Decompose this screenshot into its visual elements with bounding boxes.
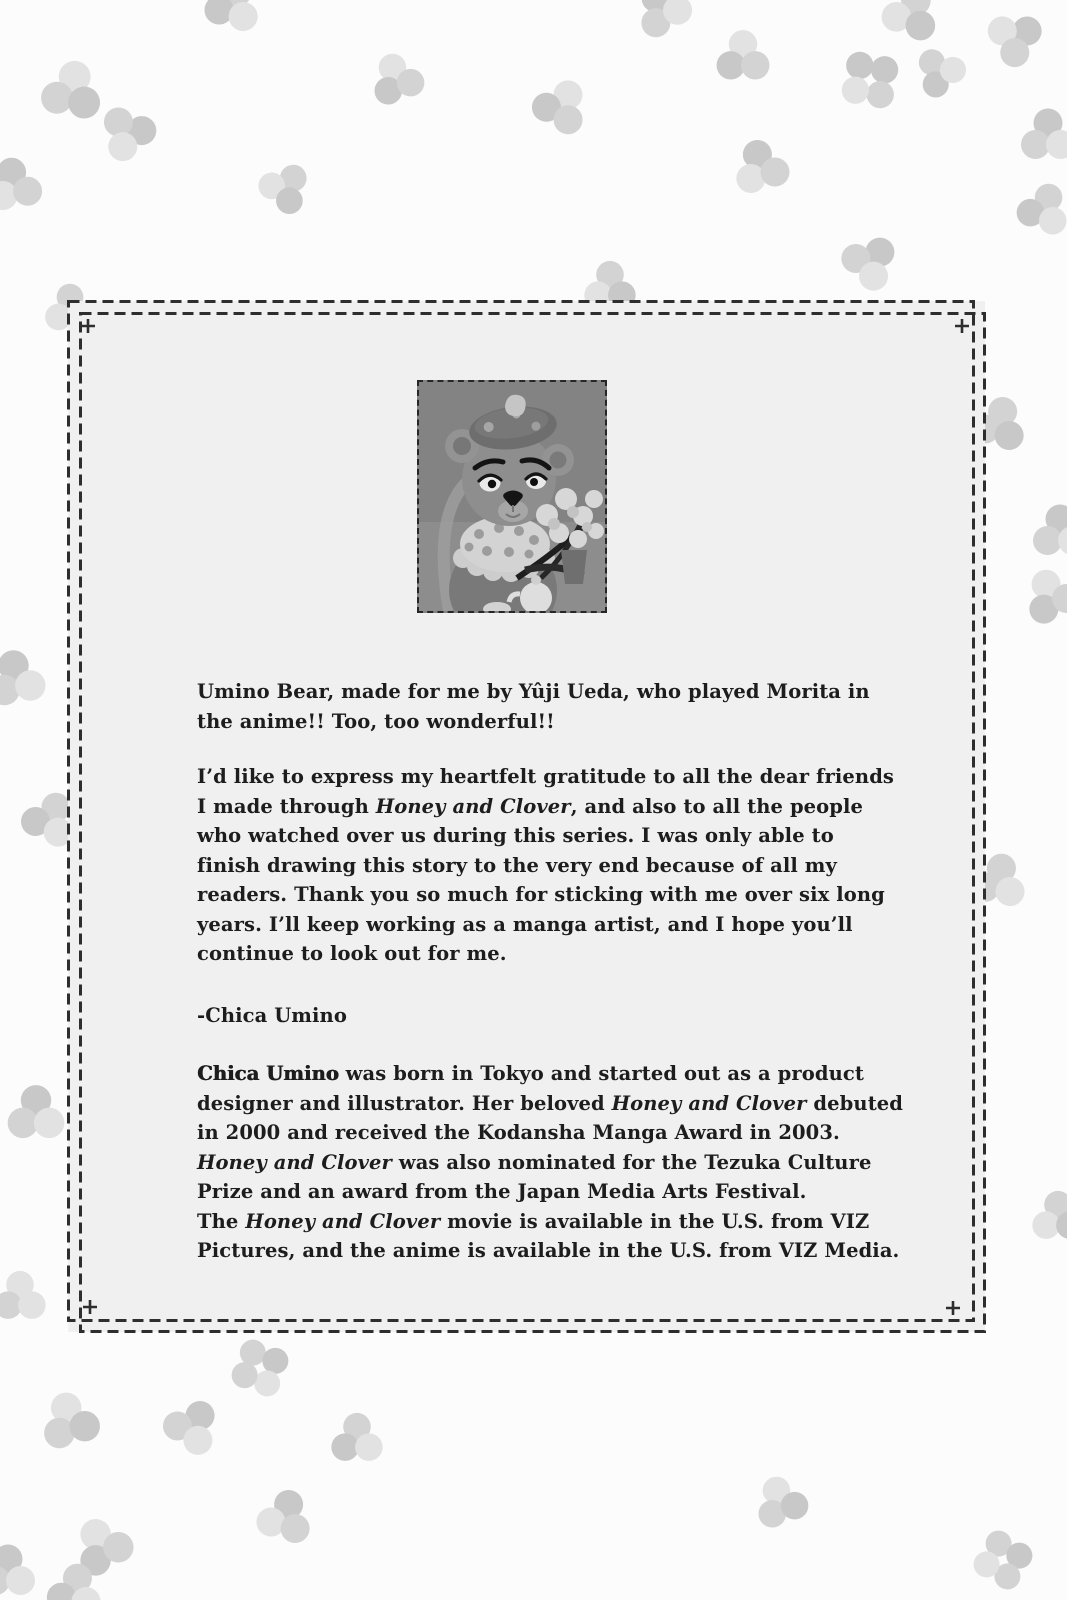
text-line: finish drawing this story to the very end because of all my bbox=[197, 853, 837, 877]
text-line: in 2000 and received the Kodansha Manga Award in 2003. bbox=[197, 1121, 840, 1144]
clover-icon bbox=[35, 1386, 103, 1452]
clover-icon bbox=[8, 1085, 65, 1138]
text-line: readers. Thank you so much for sticking with me over six long bbox=[197, 883, 885, 906]
text-line: continue to look out for me. bbox=[197, 942, 507, 965]
text-line: Umino Bear, made for me by Yûji Ueda, who played Morita in bbox=[197, 680, 870, 703]
text-line: years. I’ll keep working as a manga artist, and I hope you’ll bbox=[197, 912, 853, 936]
clover-icon bbox=[331, 1413, 382, 1461]
clover-icon bbox=[905, 37, 971, 103]
text-line: who watched over us during this series. I was only able to bbox=[197, 824, 834, 847]
text-line: The Honey and Clover movie is available in the U.S. from VIZ bbox=[197, 1209, 870, 1233]
clover-icon bbox=[1021, 109, 1067, 160]
clover-icon bbox=[102, 101, 161, 163]
umino-bear-photo bbox=[417, 380, 607, 613]
text-line: designer and illustrator. Her beloved Honey and Clover debuted bbox=[197, 1091, 904, 1115]
clover-icon bbox=[0, 1271, 46, 1319]
text-line: Chica Umino was born in Tokyo and started out as a product bbox=[197, 1062, 864, 1085]
clover-icon bbox=[717, 30, 770, 79]
clover-icon bbox=[0, 646, 48, 708]
author-signature bbox=[197, 1001, 347, 1031]
clover-icon bbox=[982, 0, 1053, 72]
bear-figurine-illustration bbox=[419, 382, 605, 611]
clover-icon bbox=[253, 1483, 318, 1546]
text-line: Prize and an award from the Japan Media Arts Festival. bbox=[197, 1180, 807, 1203]
photo-caption bbox=[197, 677, 870, 736]
clover-icon bbox=[840, 50, 901, 111]
clover-icon bbox=[0, 153, 44, 212]
clover-icon bbox=[157, 1388, 230, 1460]
vase bbox=[561, 550, 587, 584]
text-line: Honey and Clover was also nominated for the Tezuka Culture bbox=[197, 1150, 872, 1174]
clover-icon bbox=[835, 223, 909, 297]
clover-icon bbox=[0, 1545, 35, 1596]
clover-icon bbox=[1032, 1191, 1067, 1239]
clover-icon bbox=[527, 69, 599, 140]
clover-icon bbox=[253, 152, 321, 220]
text-line: I’d like to express my heartfelt gratitude to all the dear friends bbox=[197, 765, 895, 788]
text-line: Pictures, and the anime is available in the U.S. from VIZ Media. bbox=[197, 1239, 900, 1262]
clover-icon bbox=[201, 0, 266, 34]
clover-icon bbox=[969, 1526, 1037, 1594]
clover-icon bbox=[1013, 176, 1067, 239]
acknowledgment-paragraph bbox=[197, 762, 894, 969]
beret-stem bbox=[505, 395, 526, 416]
clover-icon bbox=[625, 0, 697, 43]
clover-icon bbox=[228, 1336, 292, 1400]
signature-text: -Chica Umino bbox=[197, 1004, 347, 1027]
clover-icon bbox=[877, 0, 946, 45]
text-line: the anime!! Too, too wonderful!! bbox=[197, 709, 555, 733]
text-line: I made through Honey and Clover, and also to all the people bbox=[197, 794, 864, 818]
clover-icon bbox=[364, 46, 429, 109]
clover-icon bbox=[1033, 505, 1067, 556]
author-bio-paragraph bbox=[197, 1059, 903, 1266]
clover-icon bbox=[728, 133, 793, 196]
clover-icon bbox=[39, 56, 107, 121]
clover-icon bbox=[748, 1469, 813, 1532]
clover-icon bbox=[1015, 560, 1067, 629]
